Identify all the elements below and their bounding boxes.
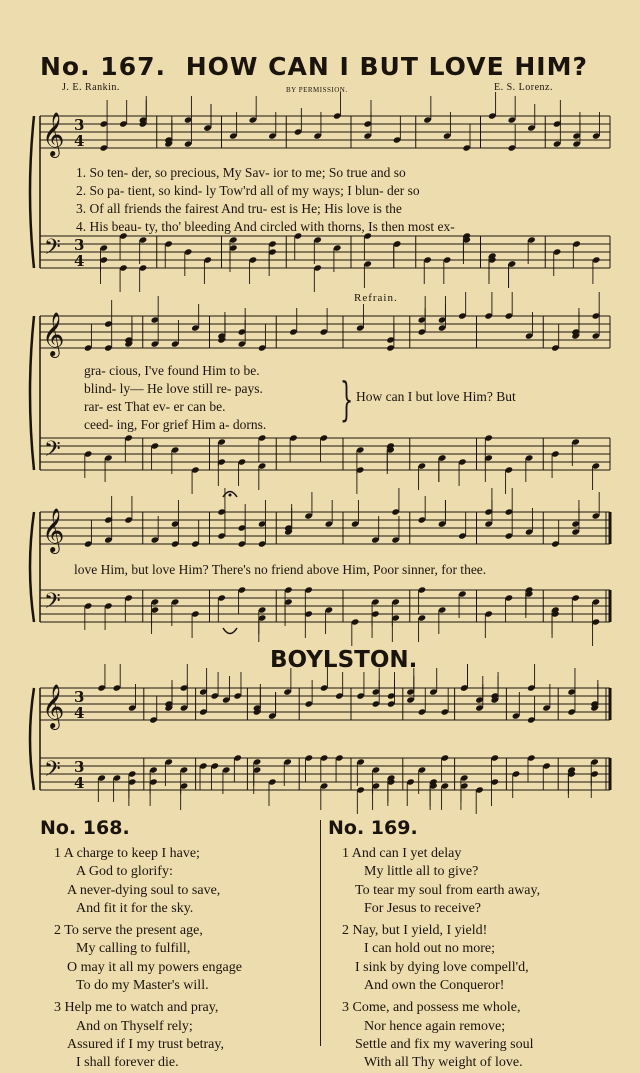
verse-number: 3 (54, 1000, 61, 1016)
stanza-block-2 (84, 362, 266, 434)
verse-line: A never-dying soul to save, (67, 882, 221, 898)
stanza-line: rar- est That ev- er can be. (84, 399, 226, 414)
treble-clef: 𝄞 (42, 312, 65, 356)
hymn-167-number: No. 167. (40, 52, 166, 81)
verse-line: Settle and fix my wavering soul (355, 1036, 534, 1052)
column-divider (320, 820, 321, 1046)
verse-number: 1 (54, 846, 61, 861)
verse-line: And own the Conqueror! (364, 978, 505, 994)
verse-line: Help me to watch and pray, (64, 1000, 219, 1016)
hymn-167-heading (40, 52, 588, 81)
verse-number: 1 (342, 846, 349, 861)
stanza-line: 2. So pa- tient, so kind- ly Tow'rd all of my ways; I blun- der so (76, 183, 420, 198)
verse (54, 999, 242, 1072)
verse-line: And fit it for the sky. (76, 900, 194, 916)
treble-clef: 𝄞 (42, 684, 65, 728)
treble-clef: 𝄞 (42, 508, 65, 552)
stanza-line: 1. So ten- der, so precious, My Sav- ior to me; So true and so (76, 165, 406, 180)
refrain-label: Refrain. (354, 292, 398, 304)
refrain-lyric-1: How can I but love Him? But (356, 389, 516, 404)
stanza-block-1 (76, 164, 455, 236)
verse-line: For Jesus to receive? (364, 900, 482, 916)
verse-line: I shall forever die. (76, 1055, 179, 1071)
verse-line: My little all to give? (364, 864, 479, 880)
lyric-brace: } (340, 372, 354, 426)
author-credit: J. E. Rankin. (62, 82, 120, 93)
verse-number: 2 (54, 923, 61, 939)
hymn-169-text (342, 845, 540, 1073)
verse-line: To do my Master's will. (76, 978, 209, 994)
bass-clef: 𝄢 (44, 589, 61, 619)
verse-line: To tear my soul from earth away, (355, 882, 541, 898)
system-brace (30, 512, 34, 622)
fermata (223, 628, 237, 634)
hymn-167-title: HOW CAN I BUT LOVE HIM? (185, 52, 588, 81)
hymn-168-text (54, 845, 242, 1073)
hymn-168-number: No. 168. (40, 817, 130, 839)
refrain-lyric-2: love Him, but love Him? There's no friend above Him, Poor sinner, for thee. (74, 562, 487, 577)
verse (342, 999, 540, 1072)
bass-clef: 𝄢 (44, 235, 61, 265)
verse-line: My calling to fulfill, (76, 941, 191, 957)
permission-note: BY PERMISSION. (286, 86, 348, 94)
fermata (229, 494, 232, 497)
verse-line: Assured if I my trust betray, (67, 1036, 224, 1052)
time-signature: 3 (74, 236, 85, 254)
time-signature: 4 (74, 132, 85, 150)
bass-clef: 𝄢 (44, 437, 61, 467)
verse (54, 845, 242, 918)
verse-line: And can I yet delay (351, 846, 462, 861)
verse-number: 2 (342, 923, 349, 939)
system-brace (30, 316, 34, 470)
verse-line: A God to glorify: (76, 864, 173, 880)
verse-line: O may it all my powers engage (67, 959, 242, 975)
composer-credit: E. S. Lorenz. (494, 82, 553, 93)
time-signature: 4 (74, 252, 85, 270)
verse-line: To serve the present age, (64, 923, 203, 939)
stanza-line: gra- cious, I've found Him to be. (84, 363, 260, 378)
time-signature: 3 (74, 688, 85, 706)
verse (342, 845, 540, 918)
verse-line: With all Thy weight of love. (364, 1055, 523, 1071)
verse-line: A charge to keep I have; (63, 846, 200, 861)
time-signature: 4 (74, 774, 85, 792)
verse-line: Come, and possess me whole, (352, 1000, 521, 1016)
system-brace (30, 688, 34, 790)
stanza-line: ceed- ing, For grief Him a- dorns. (84, 417, 267, 432)
verse-line: I sink by dying love compell'd, (355, 959, 529, 975)
system-brace (30, 116, 34, 268)
stanza-line: blind- ly— He love still re- pays. (84, 381, 263, 396)
verse-number: 3 (342, 1000, 349, 1016)
verse-line: And on Thyself rely; (76, 1018, 193, 1034)
time-signature: 4 (74, 704, 85, 722)
hymn-169-number: No. 169. (328, 817, 418, 839)
verse-line: I can hold out no more; (364, 941, 496, 957)
bass-clef: 𝄢 (44, 757, 61, 787)
boylston-title: BOYLSTON. (270, 647, 418, 673)
verse (54, 922, 242, 995)
time-signature: 3 (74, 116, 85, 134)
stanza-line: 4. His beau- ty, tho' bleeding And circled with thorns, Is then most ex- (76, 219, 455, 234)
verse-line: Nay, but I yield, I yield! (352, 923, 488, 939)
time-signature: 3 (74, 758, 85, 776)
verse (342, 922, 540, 995)
verse-line: Nor hence again remove; (364, 1018, 506, 1034)
stanza-line: 3. Of all friends the fairest And tru- est is He; His love is the (76, 201, 402, 216)
treble-clef: 𝄞 (42, 112, 65, 156)
